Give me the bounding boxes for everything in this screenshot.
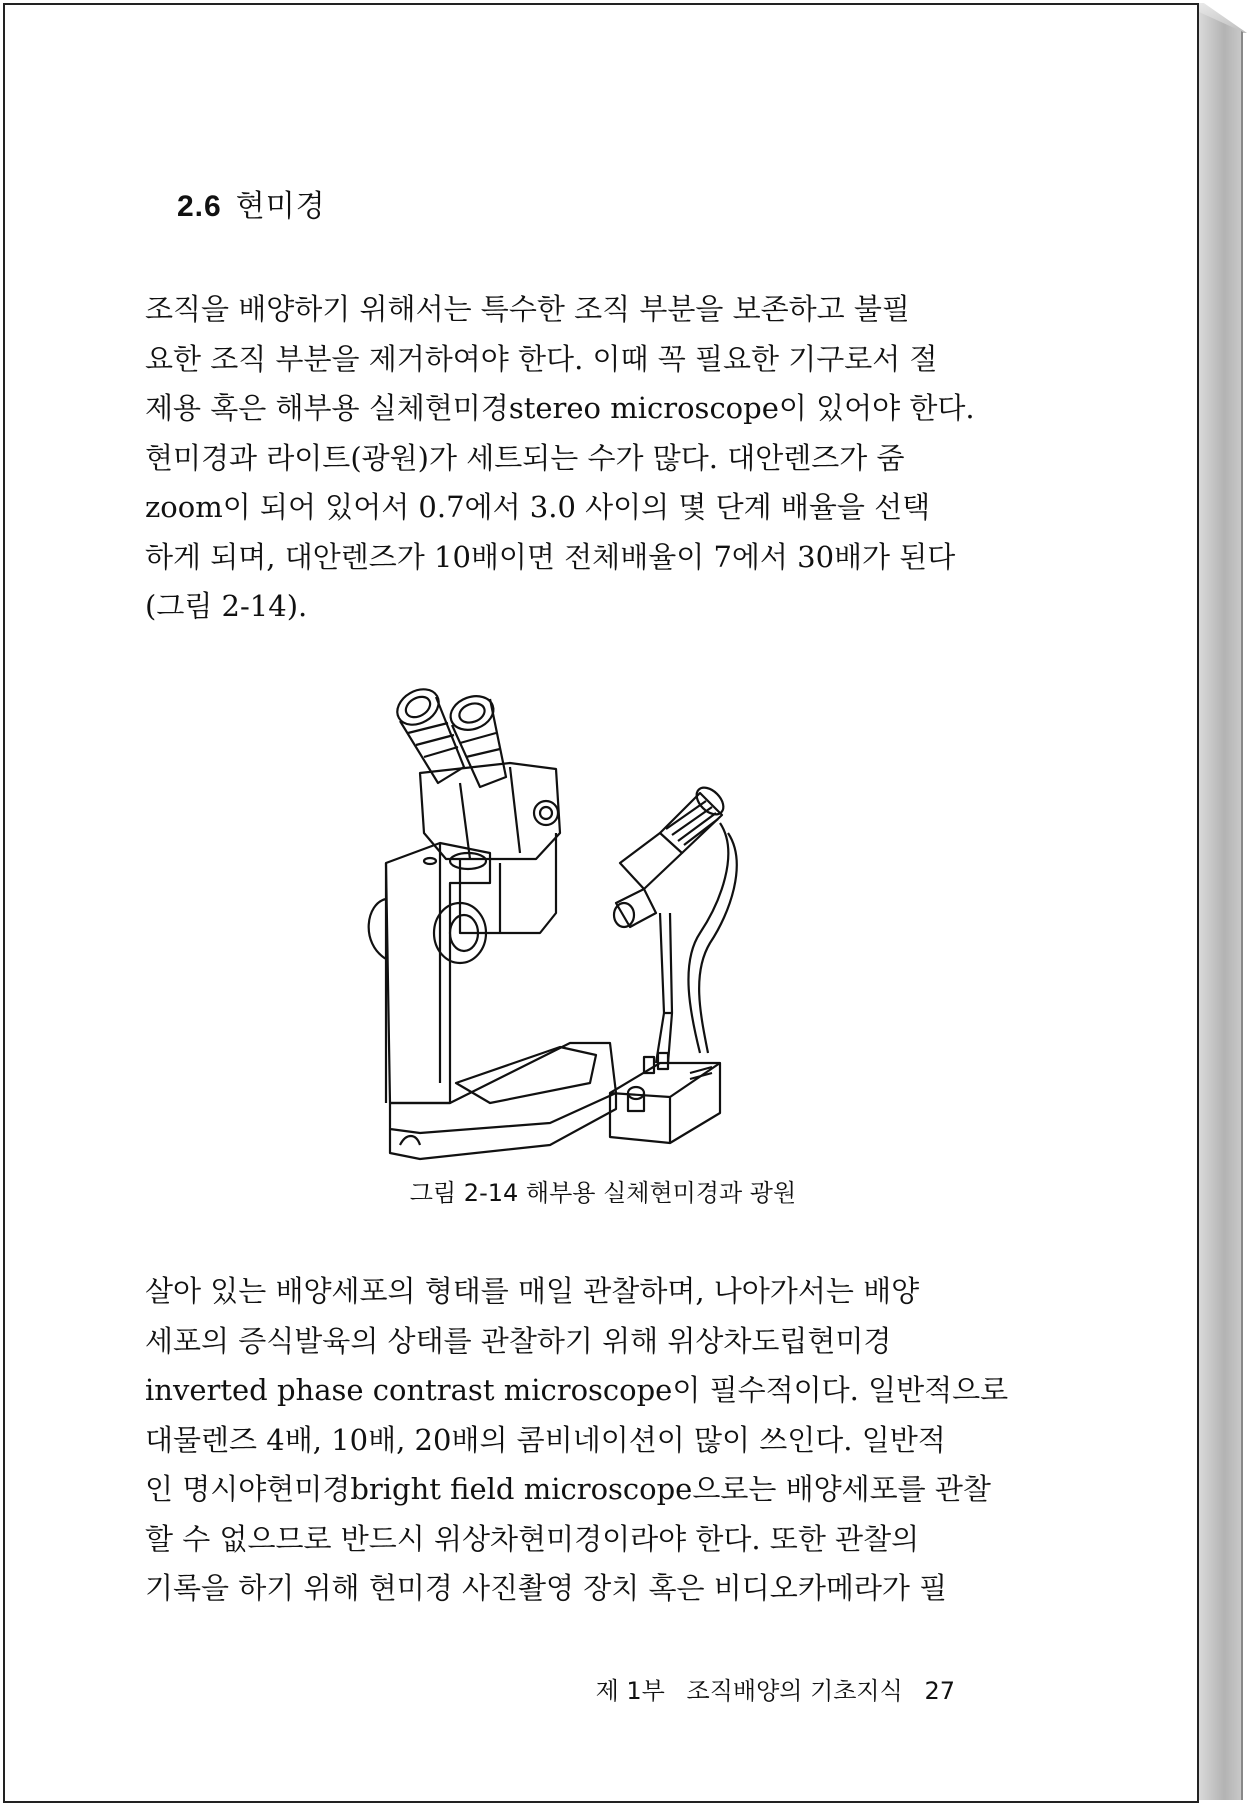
text-line: 할 수 없으므로 반드시 위상차현미경이라야 한다. 또한 관찰의	[145, 1521, 920, 1556]
footer-chapter: 조직배양의 기초지식	[686, 1677, 903, 1705]
paragraph-1	[145, 285, 1037, 632]
text-line: 제용 혹은 해부용 실체현미경stereo microscope이 있어야 한다.	[145, 391, 975, 425]
text-line: 조직을 배양하기 위해서는 특수한 조직 부분을 보존하고 불필	[145, 292, 910, 326]
text-line: (그림 2-14).	[145, 589, 308, 623]
microscope-base	[390, 1043, 616, 1133]
text-line: 하게 되며, 대안렌즈가 10배이면 전체배율이 7에서 30배가 된다	[145, 539, 956, 574]
text-line: 기록을 하기 위해 현미경 사진촬영 장치 혹은 비디오카메라가 필	[145, 1571, 948, 1605]
lamp-illustration	[610, 783, 737, 1143]
text-line: 대물렌즈 4배, 10배, 20배의 콤비네이션이 많이 쓰인다. 일반적	[145, 1422, 946, 1457]
eyepiece-left	[391, 683, 464, 783]
section-heading	[177, 181, 326, 225]
text-line: inverted phase contrast microscope이 필수적이다. 일반적으로	[145, 1373, 1009, 1407]
text-line: 살아 있는 배양세포의 형태를 매일 관찰하며, 나아가서는 배양	[145, 1274, 920, 1308]
text-line: zoom이 되어 있어서 0.7에서 3.0 사이의 몇 단계 배율을 선택	[145, 490, 931, 524]
text-line: 인 명시야현미경bright field microscope으로는 배양세포를 관찰	[145, 1472, 991, 1506]
figure-caption: 그림 2-14 해부용 실체현미경과 광원	[409, 1179, 797, 1207]
text-line: 요한 조직 부분을 제거하여야 한다. 이때 꼭 필요한 기구로서 절	[145, 341, 938, 376]
section-number: 2.6	[177, 190, 222, 223]
stereo-microscope-illustration	[360, 683, 840, 1163]
section-title: 현미경	[235, 189, 326, 224]
paragraph-2	[145, 1267, 1037, 1614]
page-number: 27	[924, 1677, 955, 1705]
page-edge-shadow	[1199, 12, 1243, 1800]
text-line: 현미경과 라이트(광원)가 세트되는 수가 많다. 대안렌즈가 줌	[145, 440, 905, 475]
text-line: 세포의 증식발육의 상태를 관찰하기 위해 위상차도립현미경	[145, 1323, 892, 1358]
book-page	[3, 3, 1199, 1803]
microscope-arm	[386, 843, 490, 1103]
footer-part: 제 1부	[595, 1677, 665, 1705]
running-footer	[582, 1671, 955, 1706]
